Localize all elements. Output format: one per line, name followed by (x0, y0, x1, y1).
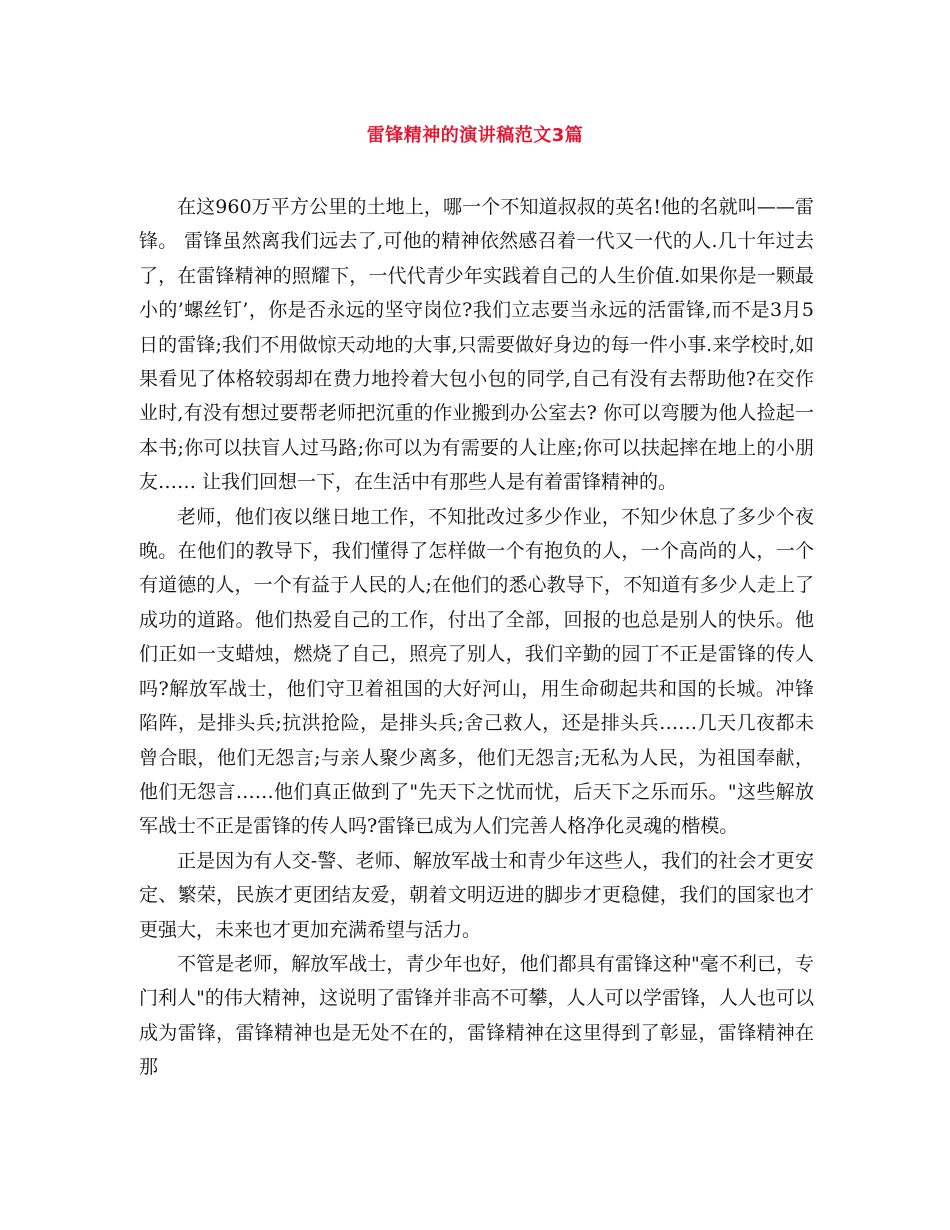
document-title: 雷锋精神的演讲稿范文3篇 (366, 125, 584, 146)
document-body (139, 190, 814, 1085)
paragraph-1: 在这960万平方公里的土地上，哪一个不知道叔叔的英名!他的名就叫——雷锋。 雷锋虽然离我们远去了,可他的精神依然感召着一代又一代的人.几十年过去了，在雷锋精神的照耀下，一代代青少年实践着自己的人生价值.如果你是一颗最小的’螺丝钉’，你是否永远的坚守岗位?我们立志要当永远的活雷锋,而不是3月5日的雷锋;我们不用做惊天动地的大事,只需要做好身边的每一件小事.来学校时,如果看见了体格较弱却在费力地拎着大包小包的同学,自己有没有去帮助他?在交作业时,有没有想过要帮老师把沉重的作业搬到办公室去? 你可以弯腰为他人捡起一本书;你可以扶盲人过马路;你可以为有需要的人让座;你可以扶起摔在地上的小朋友…… 让我们回想一下，在生活中有那些人是有着雷锋精神的。 (139, 196, 814, 494)
paragraph-4: 不管是老师，解放军战士，青少年也好，他们都具有雷锋这种"毫不利已，专门利人"的伟大精神，这说明了雷锋并非高不可攀，人人可以学雷锋，人人也可以成为雷锋，雷锋精神也是无处不在的，雷锋精神在这里得到了彰显，雷锋精神在那 (139, 952, 814, 1079)
paragraph-2: 老师，他们夜以继日地工作，不知批改过多少作业，不知少休息了多少个夜晚。在他们的教导下，我们懂得了怎样做一个有抱负的人，一个高尚的人，一个有道德的人，一个有益于人民的人;在他们的悉心教导下，不知道有多少人走上了成功的道路。他们热爱自己的工作，付出了全部，回报的也总是别人的快乐。他们正如一支蜡烛，燃烧了自己，照亮了别人，我们辛勤的园丁不正是雷锋的传人吗?解放军战士，他们守卫着祖国的大好河山，用生命砌起共和国的长城。冲锋陷阵，是排头兵;抗洪抢险，是排头兵;舍己救人，还是排头兵……几天几夜都未曾合眼，他们无怨言;与亲人聚少离多，他们无怨言;无私为人民，为祖国奉献，他们无怨言……他们真正做到了"先天下之忧而忧，后天下之乐而乐。"这些解放军战士不正是雷锋的传人吗?雷锋已成为人们完善人格净化灵魂的楷模。 (139, 505, 814, 838)
paragraph-3: 正是因为有人交-警、老师、解放军战士和青少年这些人，我们的社会才更安定、繁荣，民族才更团结友爱，朝着文明迈进的脚步才更稳健，我们的国家也才更强大，未来也才更加充满希望与活力。 (139, 849, 814, 941)
